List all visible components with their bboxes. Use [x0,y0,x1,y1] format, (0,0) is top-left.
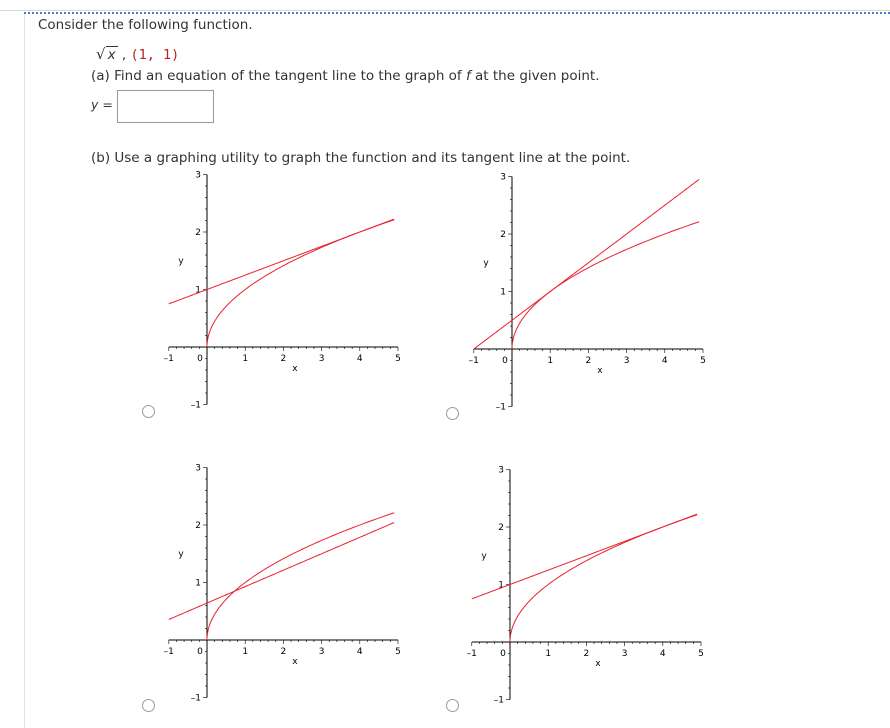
y-tick-label: 2 [498,523,504,533]
function-expression [96,45,179,63]
y-tick-label: 3 [500,172,506,183]
y-tick-label: –1 [495,402,506,413]
x-tick-label: 1 [242,647,249,657]
top-border [0,10,890,11]
x-tick-label: 5 [395,354,401,364]
y-tick-label: –1 [190,400,201,411]
y-tick-label: 2 [195,521,201,531]
x-tick-label: 4 [356,647,363,657]
y-axis-label: y [178,549,184,560]
y-tick-label: 3 [195,170,201,181]
y-tick-label: 2 [500,230,506,240]
x-tick-label: 5 [395,647,401,657]
y-tick-label: 3 [195,463,201,474]
y-tick-label: 1 [195,285,201,296]
x-tick-label: 2 [583,649,590,659]
x-tick-label: 2 [585,356,592,366]
part-a-text-2: at the given point. [470,68,600,84]
y-tick-label: –1 [190,693,201,704]
y-tick-label: 1 [498,580,504,591]
x-tick-label: 0 [197,647,203,657]
y-tick-label: –1 [493,695,504,706]
x-tick-label: –1 [466,649,477,659]
x-tick-label: 4 [661,356,668,366]
graph-option-a [150,170,420,420]
function-curve [510,515,697,642]
y-axis-label: y [483,258,489,269]
left-border [24,14,25,728]
graph-option-c [150,460,420,710]
x-axis-label: x [597,366,603,376]
x-axis-label: x [292,657,298,667]
x-tick-label: 1 [545,649,552,659]
y-axis-label: y [481,551,487,562]
x-axis-label: x [595,659,601,669]
tangent-line-answer-input[interactable] [117,90,214,123]
radio-option-d[interactable] [446,699,459,712]
radio-option-b[interactable] [446,407,459,420]
function-curve [512,222,699,349]
radio-option-c[interactable] [142,699,155,712]
x-tick-label: 4 [659,649,666,659]
x-tick-label: –1 [163,647,174,657]
x-axis-label: x [292,364,298,374]
x-tick-label: –1 [468,356,479,366]
function-radicand: x [107,47,116,63]
tangent-line [169,219,394,304]
x-tick-label: 5 [698,649,704,659]
graph-option-b [455,170,725,420]
x-tick-label: 3 [623,356,630,366]
tangent-line [474,179,699,349]
y-axis-label: y [178,256,184,267]
x-tick-label: 0 [500,649,506,659]
x-tick-label: 1 [242,354,249,364]
x-tick-label: 2 [280,647,287,657]
x-tick-label: 2 [280,354,287,364]
part-a-function-name: f [465,68,471,84]
sqrt-symbol: √ [96,45,106,63]
tangent-line [472,514,697,599]
x-tick-label: 4 [356,354,363,364]
x-tick-label: –1 [163,354,174,364]
function-curve [207,513,394,640]
y-tick-label: 1 [500,287,506,298]
x-tick-label: 0 [502,356,508,366]
question-intro: Consider the following function. [38,17,253,33]
part-a-prompt [91,68,600,84]
x-tick-label: 3 [318,647,325,657]
radio-option-a[interactable] [142,405,155,418]
y-tick-label: 2 [195,228,201,238]
x-tick-label: 5 [700,356,706,366]
x-tick-label: 3 [318,354,325,364]
part-a-text-1: (a) Find an equation of the tangent line to the graph of [91,68,466,84]
tangent-line [169,523,394,620]
x-tick-label: 1 [547,356,554,366]
question-separator [24,12,890,14]
x-tick-label: 0 [197,354,203,364]
answer-label: y = [91,97,113,112]
y-tick-label: 3 [498,465,504,476]
graph-option-d [455,460,725,710]
function-separator: , [121,47,131,63]
part-b-prompt: (b) Use a graphing utility to graph the function and its tangent line at the point. [91,150,631,166]
y-tick-label: 1 [195,578,201,589]
x-tick-label: 3 [621,649,628,659]
given-point: (1, 1) [130,47,180,63]
function-curve [207,220,394,347]
